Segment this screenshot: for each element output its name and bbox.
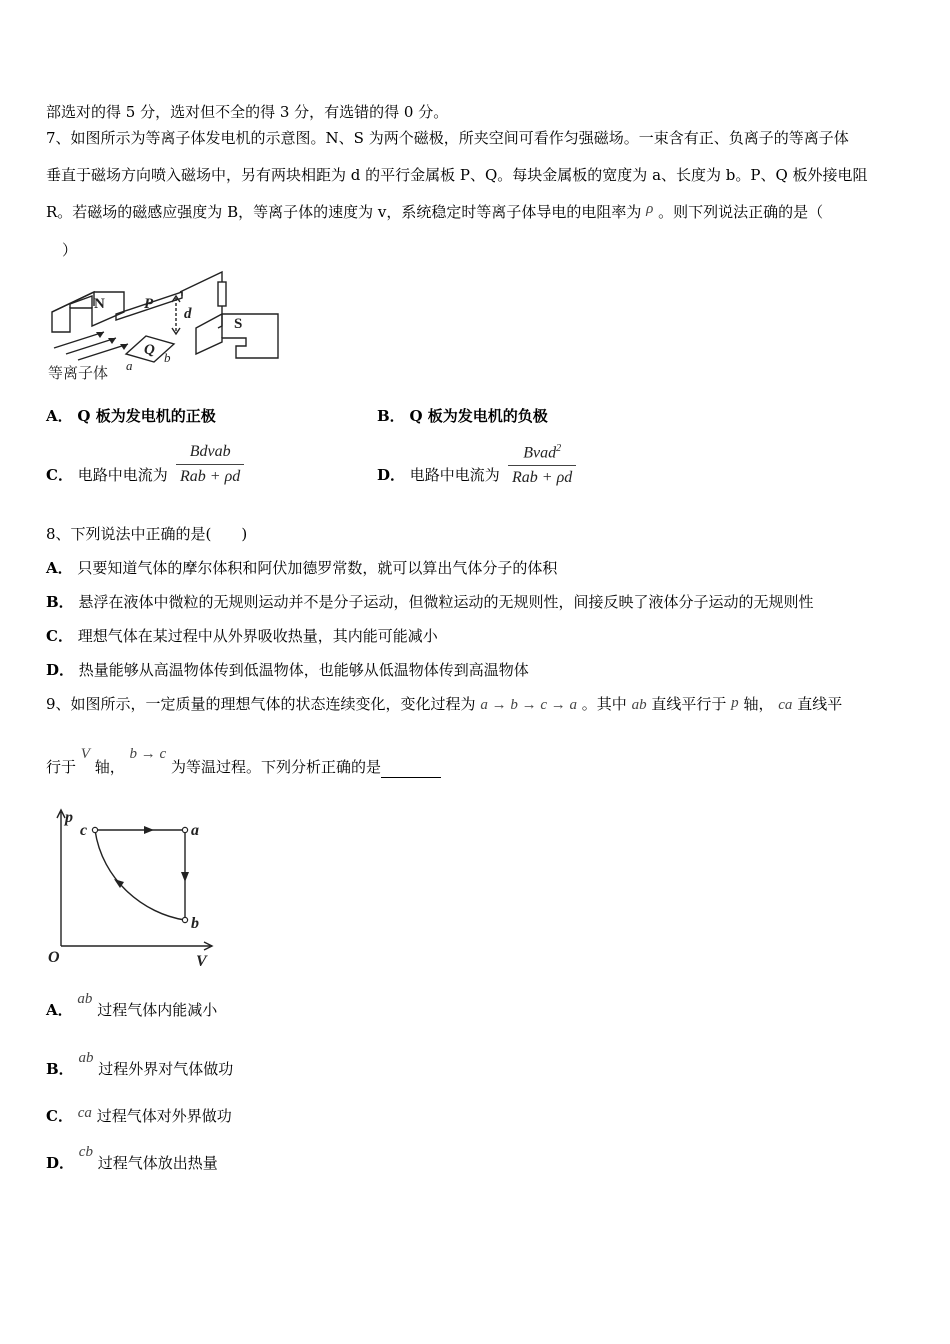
point-a [182, 827, 187, 832]
label-a: a [191, 822, 199, 839]
q9-option-b: B． ab 过程外界对气体做功 [46, 1050, 234, 1078]
q7-stem-line1: 7、如图所示为等离子体发电机的示意图。N、S 为两个磁极，所夹空间可看作匀强磁场。一束含有正、负离子的等离子体 [46, 129, 849, 147]
intro-text: 部选对的得 5 分，选对但不全的得 3 分，有选错的得 0 分。 [46, 103, 449, 121]
label-p: P [144, 296, 154, 312]
q7-option-c: C． 电路中电流为 [46, 466, 168, 484]
pv-graph [44, 806, 220, 970]
label-s: S [234, 316, 243, 332]
q7-stem-line4: ） [62, 241, 78, 259]
q8-option-d: D． 热量能够从高温物体传到低温物体，也能够从低温物体传到高温物体 [46, 661, 529, 679]
q7-stem-line3b: 。则下列说法正确的是（ [658, 203, 824, 221]
label-a: a [126, 358, 133, 373]
q8-option-b: B． 悬浮在液体中微粒的无规则运动并不是分子运动，但微粒运动的无规则性，间接反映了液体分子运动的无规则性 [46, 593, 814, 611]
q7-option-a: A． Q 板为发电机的正极 [46, 407, 216, 425]
q8-stem: 8、下列说法中正确的是( ) [46, 525, 248, 543]
label-v-axis: V [196, 953, 207, 970]
q7-option-b: B． Q 板为发电机的负极 [377, 407, 548, 425]
q9-process: a → b → c → a [480, 697, 577, 713]
label-b: b [191, 915, 199, 932]
label-q: Q [144, 342, 155, 358]
external-wire [180, 272, 222, 292]
label-c: c [80, 822, 88, 839]
q7-stem-line3 [46, 202, 823, 223]
label-caption: 等离子体 [48, 364, 109, 382]
q7-option-d: D． 电路中电流为 [377, 466, 500, 484]
label-d: d [184, 306, 192, 322]
q9-option-a: A． ab 过程气体内能减小 [46, 991, 218, 1019]
point-c [92, 827, 97, 832]
q9-option-d: D． cb 过程气体放出热量 [46, 1144, 218, 1172]
label-n: N [94, 296, 105, 312]
answer-blank [381, 763, 441, 778]
point-b [182, 917, 187, 922]
label-p-axis: p [65, 809, 73, 826]
q7-option-c-fraction: Bdvab Rab + ρd [176, 443, 244, 486]
resistor [218, 282, 226, 306]
label-origin: O [48, 949, 60, 966]
plasma-generator-figure [46, 262, 286, 384]
arrow-ca [144, 826, 154, 834]
q7-stem-line3a: R。若磁场的磁感应强度为 B，等离子体的速度为 v，系统稳定时等离子体导电的电阻率为 [46, 203, 642, 221]
q8-option-c: C． 理想气体在某过程中从外界吸收热量，其内能可能减小 [46, 627, 438, 645]
q9-stem-line2: 行于 V 轴， b → c 为等温过程。下列分析正确的是 [46, 757, 441, 778]
arrow-ab [181, 872, 189, 882]
label-b: b [164, 350, 171, 365]
rho-symbol: ρ [646, 201, 654, 217]
q7-stem-line2: 垂直于磁场方向喷入磁场中，另有两块相距为 d 的平行金属板 P、Q。每块金属板的宽度为 a、长度为 b。P、Q 板外接电阻 [46, 166, 868, 184]
q9-option-c: C． ca 过程气体对外界做功 [46, 1105, 232, 1125]
curve-bc [95, 830, 185, 920]
q8-option-a: A． 只要知道气体的摩尔体积和阿伏加德罗常数，就可以算出气体分子的体积 [46, 559, 558, 577]
q9-stem-line1: 9、如图所示，一定质量的理想气体的状态连续变化，变化过程为 a → b → c → a 。其中 ab 直线平行于 p 轴， ca 直线平 [46, 695, 843, 713]
q7-option-d-fraction: Bvad$^2$ Rab + ρd [508, 443, 576, 487]
